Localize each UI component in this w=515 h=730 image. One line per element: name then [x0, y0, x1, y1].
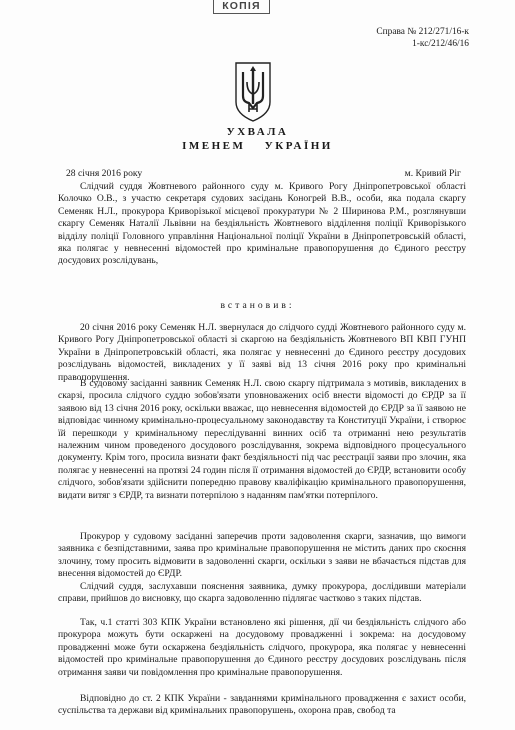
section-heading: встановив: [220, 300, 295, 311]
date-line [66, 168, 461, 181]
case-number: Справа № 212/271/16-к [376, 27, 469, 37]
trident-coat-of-arms-icon [234, 62, 272, 122]
document-title: УХВАЛА [226, 126, 289, 138]
paragraph-judge-conclusion: Слідчий суддя, заслухавши пояснення заявника, думку прокурора, дослідивши матеріали справи, прийшов до висновку, що скарга задоволенню підлягає частково з таких підстав. [58, 581, 466, 605]
paragraph-law-article-303: Так, ч.1 статті 303 КПК України встановлено які рішення, дії чи бездіяльність слідчого або прокурора можуть бути оскаржені на досудовому провадженні і зокрема: на досудовому провадженні може бути оскаржена бездіяльність слідчого, прокурора, яка полягає у невнесенні відомостей про кримінальне правопорушення до Єдиного реєстру досудових розслідувань після отримання заяви чи повідомлення про кримінальне правопорушення. [58, 617, 466, 678]
paragraph-prosecutor-position: Прокурор у судовому засіданні заперечив проти задоволення скарги, зазначив, що вимоги заявника є безпідставними, заява про кримінальне правопорушення не містить даних про скоєння злочину, тому просить відмовити в задоволенні скарги, оскільки з заяви не вбачається підстав для внесення відомостей до ЄРДР. [58, 531, 466, 580]
proceeding-number: 1-кс/212/46/16 [412, 39, 469, 49]
paragraph-law-article-2: Відповідно до ст. 2 КПК України - завданнями кримінального провадження є захист особи, суспільства та держави від кримінальних правопорушень, охорона прав, свобод та [58, 693, 466, 717]
paragraph-complaint-filed: 20 січня 2016 року Семеняк Н.Л. звернулася до слідчого судді Жовтневого районного суду м. Кривого Рогу Дніпропетровської області зі скаргою на бездіяльність Жовтневого ВП КВП ГУНП України в Дніпропетровській області, яка полягає у невнесенні до Єдиного реєстру досудових розслідувань відомостей, викладених у її заяві від 13 січня 2016 року про кримінальні правопорушення. [58, 322, 466, 383]
intro-paragraph: Слідчий суддя Жовтневого районного суду м. Кривого Рогу Дніпропетровської області Колочко О.В., з участю секретаря судових засідань Коногрей В.В., особи, яка подала скаргу Семеняк Н.Л., прокурора Криворізької місцевої прокуратури № 2 Ширинова Р.М., розглянувши скаргу Семеняк Наталії Львівни на бездіяльність Жовтневого відділення поліції Криворізького відділу поліції Головного управління Національної поліції України в Дніпропетровській області, яка полягає у невнесенні відомостей про кримінальне правопорушення до Єдиного реєстру досудових розслідувань, [58, 181, 466, 267]
document-subtitle: ІМЕНЕМ УКРАЇНИ [182, 140, 333, 152]
case-number-block [376, 26, 469, 50]
ruling-date: 28 січня 2016 року [66, 168, 143, 179]
ruling-city: м. Кривий Ріг [404, 168, 461, 179]
paragraph-applicant-position: В судовому засіданні заявник Семеняк Н.Л. свою скаргу підтримала з мотивів, викладених в скарзі, просила слідчого суддю зобов'язати уповноважених осіб внести відомості до ЄРДР за її заявою від 13 січня 2016 року, оскільки вважає, що невнесення відомостей до ЄРДР за її заявою не відповідає чинному кримінально-процесуальному законодавству та Конституції України, і створює їй перешкоди у кримінальному переслідуванні винних осіб та отриманні нею результатів належним чином проведеного досудового розслідування, зокрема відповідного процесуального документу. Крім того, просила визнати факт бездіяльності під час реєстрації заяви про злочин, яка полягає у невнесенні на протязі 24 годин після її отримання відомостей до ЄРДР, встановити особу слідчого, зобов'язати здійснити попередню правову кваліфікацію кримінального правопорушення, видати витяг з ЄРДР, та визнати потерпілою з наданням пам'ятки потерпілого. [58, 378, 466, 501]
copy-stamp: КОПІЯ [213, 0, 270, 14]
